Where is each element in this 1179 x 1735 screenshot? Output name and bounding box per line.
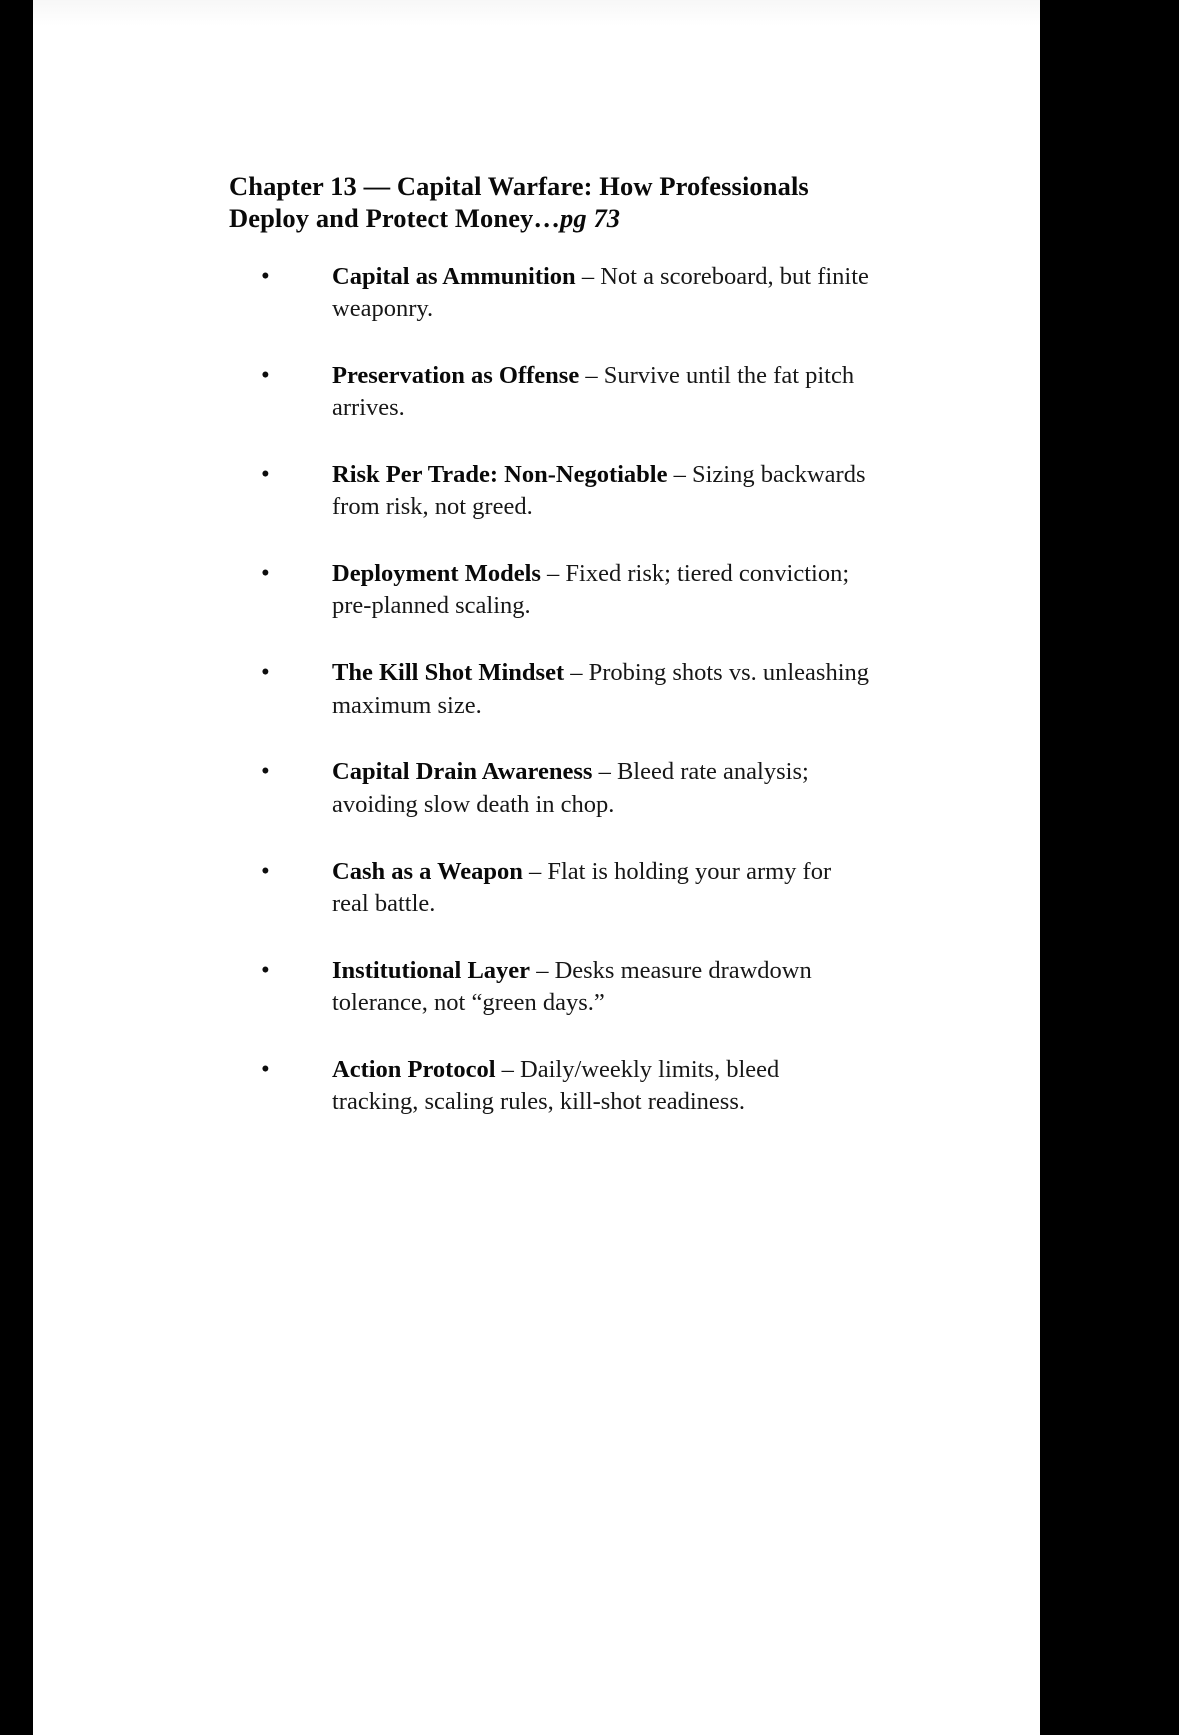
page-surface: [33, 0, 1040, 1735]
chapter-heading: [229, 170, 869, 235]
list-item: [229, 459, 869, 524]
list-item: [229, 756, 869, 821]
list-item-description: Probing shots vs. unleashing maximum size.: [332, 659, 870, 719]
chapter-page-reference: pg 73: [560, 203, 621, 234]
list-item-term: The Kill Shot Mindset: [332, 659, 565, 687]
bullet-icon: •: [261, 857, 270, 885]
page-content: [229, 170, 869, 1119]
list-item: [229, 856, 869, 921]
list-item-separator: –: [581, 262, 595, 290]
bullet-icon: •: [261, 758, 270, 786]
chapter-heading-line-2: Deploy and Protect Money…: [229, 203, 561, 234]
list-item-term: Cash as a Weapon: [332, 857, 523, 885]
bullet-icon: •: [261, 659, 270, 687]
list-item-term: Capital as Ammunition: [332, 262, 576, 290]
list-item-separator: –: [673, 460, 686, 488]
chapter-heading-line-1: Chapter 13 — Capital Warfare: How Professionals: [229, 171, 809, 201]
bullet-icon: •: [261, 1055, 270, 1083]
list-item-description: Desks measure drawdown tolerance, not “green days.”: [332, 956, 812, 1017]
list-item-term: Action Protocol: [332, 1055, 496, 1083]
list-item-term: Capital Drain Awareness: [332, 758, 593, 786]
document-page: [33, 0, 1040, 1735]
list-item-term: Preservation as Offense: [332, 361, 580, 389]
list-item-description: Sizing backwards from risk, not greed.: [332, 460, 866, 521]
bullet-icon: •: [261, 460, 270, 488]
list-item-separator: –: [570, 659, 583, 687]
list-item-separator: –: [501, 1055, 514, 1083]
bullet-icon: •: [261, 361, 270, 389]
list-item-description: Fixed risk; tiered conviction; pre-planned scaling.: [332, 560, 850, 620]
list-item-description: Not a scoreboard, but finite weaponry.: [332, 262, 869, 322]
list-item-description: Bleed rate analysis; avoiding slow death in chop.: [332, 758, 809, 818]
list-item: [229, 1054, 869, 1119]
list-item-separator: –: [528, 857, 542, 885]
list-item: [229, 657, 869, 722]
bullet-icon: •: [261, 560, 270, 588]
bullet-icon: •: [261, 262, 270, 290]
list-item-separator: –: [598, 758, 611, 786]
chapter-summary-list: [229, 261, 869, 1119]
list-item-separator: –: [547, 560, 560, 588]
list-item: [229, 261, 869, 326]
list-item-separator: –: [536, 956, 549, 984]
bullet-icon: •: [261, 956, 270, 984]
list-item-description: Flat is holding your army for real battle.: [332, 857, 832, 917]
list-item: [229, 955, 869, 1020]
list-item: [229, 360, 869, 425]
list-item-separator: –: [585, 361, 598, 389]
list-item-term: Deployment Models: [332, 560, 541, 588]
list-item-description: Survive until the fat pitch arrives.: [332, 361, 855, 422]
list-item-description: Daily/weekly limits, bleed tracking, scaling rules, kill-shot readiness.: [332, 1055, 780, 1116]
list-item-term: Institutional Layer: [332, 956, 531, 984]
list-item: [229, 558, 869, 623]
list-item-term: Risk Per Trade: Non-Negotiable: [332, 460, 668, 488]
